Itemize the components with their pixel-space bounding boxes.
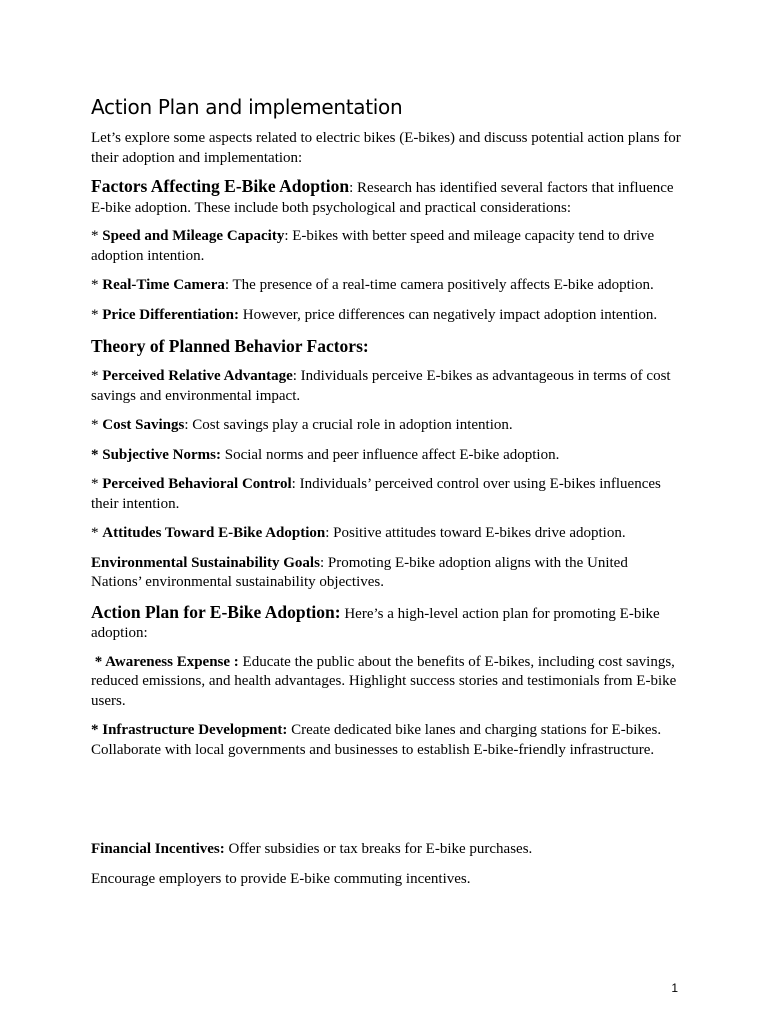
item-label: Speed and Mileage Capacity: [102, 228, 285, 244]
list-item: * Perceived Behavioral Control: Individuals’ perceived control over using E-bikes influences their intention.: [91, 476, 661, 512]
item-label: Real-Time Camera: [102, 277, 225, 293]
list-item: [91, 554, 681, 593]
list-item: * Real-Time Camera: The presence of a real-time camera positively affects E-bike adoption.: [91, 277, 654, 293]
list-item: [91, 721, 681, 760]
item-text: : Positive attitudes toward E-bikes drive adoption.: [325, 525, 626, 541]
item-text: : Individuals’ perceived control over using E-bikes influences their intention.: [91, 476, 661, 512]
action-plan-paragraph: [91, 603, 681, 644]
page-title: Action Plan and implementation: [91, 95, 403, 119]
factors-heading: Factors Affecting E-Bike Adoption: [91, 176, 350, 196]
item-text: Social norms and peer influence affect E-bike adoption.: [220, 446, 560, 463]
item-label: * Awareness Expense :: [91, 653, 239, 670]
financial-paragraph: [91, 840, 681, 860]
list-item: * Attitudes Toward E-Bike Adoption: Positive attitudes toward E-bikes drive adoption.: [91, 525, 626, 541]
list-item: [91, 653, 681, 712]
list-item: * Perceived Relative Advantage: Individuals perceive E-bikes as advantageous in terms of cost savings and environmental impact.: [91, 368, 671, 404]
list-item: [91, 446, 681, 466]
list-item: * Speed and Mileage Capacity: E-bikes with better speed and mileage capacity tend to drive adoption intention.: [91, 228, 655, 264]
item-text: : Cost savings play a crucial role in adoption intention.: [184, 417, 513, 433]
item-text: Educate the public about the benefits of E-bikes, including cost savings, reduced emissions, and health advantages. Highlight success stories and testimonials from E-bike users.: [91, 653, 681, 709]
item-label: Cost Savings: [102, 417, 185, 433]
item-text: Create dedicated bike lanes and charging stations for E-bikes. Collaborate with local governments and businesses to establish E-bike-friendly infrastructure.: [91, 722, 662, 758]
item-text: However, price differences can negatively impact adoption intention.: [239, 306, 658, 323]
item-text: : The presence of a real-time camera positively affects E-bike adoption.: [224, 277, 654, 293]
factors-text: : Research has identified several factors that influence E-bike adoption. These include both psychological and practical considerations:: [91, 180, 674, 216]
item-text: : E-bikes with better speed and mileage capacity tend to drive adoption intention.: [91, 228, 655, 264]
item-text: : Promoting E-bike adoption aligns with the United Nations’ environmental sustainability objectives.: [91, 554, 628, 590]
item-text: : Individuals perceive E-bikes as advantageous in terms of cost savings and environmental impact.: [91, 368, 671, 404]
document-page: [91, 94, 681, 899]
action-plan-text: Here’s a high-level action plan for promoting E-bike adoption:: [91, 605, 660, 641]
intro-paragraph: Let’s explore some aspects related to electric bikes (E-bikes) and discuss potential action plans for their adoption and implementation:: [91, 130, 681, 166]
item-label: Financial Incentives:: [91, 841, 225, 857]
theory-heading: Theory of Planned Behavior Factors:: [91, 336, 369, 356]
item-label: Attitudes Toward E-Bike Adoption: [102, 525, 326, 541]
closing-paragraph: Encourage employers to provide E-bike commuting incentives.: [91, 870, 471, 887]
item-label: Price Differentiation:: [102, 306, 240, 323]
list-item: * Price Differentiation: However, price differences can negatively impact adoption intention.: [91, 306, 658, 323]
factors-paragraph: [91, 177, 681, 218]
list-item: * Cost Savings: Cost savings play a crucial role in adoption intention.: [91, 417, 513, 433]
item-text: Offer subsidies or tax breaks for E-bike purchases.: [224, 841, 533, 857]
action-plan-heading: Action Plan for E-Bike Adoption:: [91, 601, 341, 622]
item-label: * Subjective Norms:: [91, 446, 221, 463]
item-label: Environmental Sustainability Goals: [91, 554, 320, 571]
item-label: * Infrastructure Development:: [91, 722, 288, 738]
page-number: 1: [671, 981, 678, 995]
item-label: Perceived Relative Advantage: [102, 368, 293, 384]
item-label: Perceived Behavioral Control: [102, 476, 292, 492]
